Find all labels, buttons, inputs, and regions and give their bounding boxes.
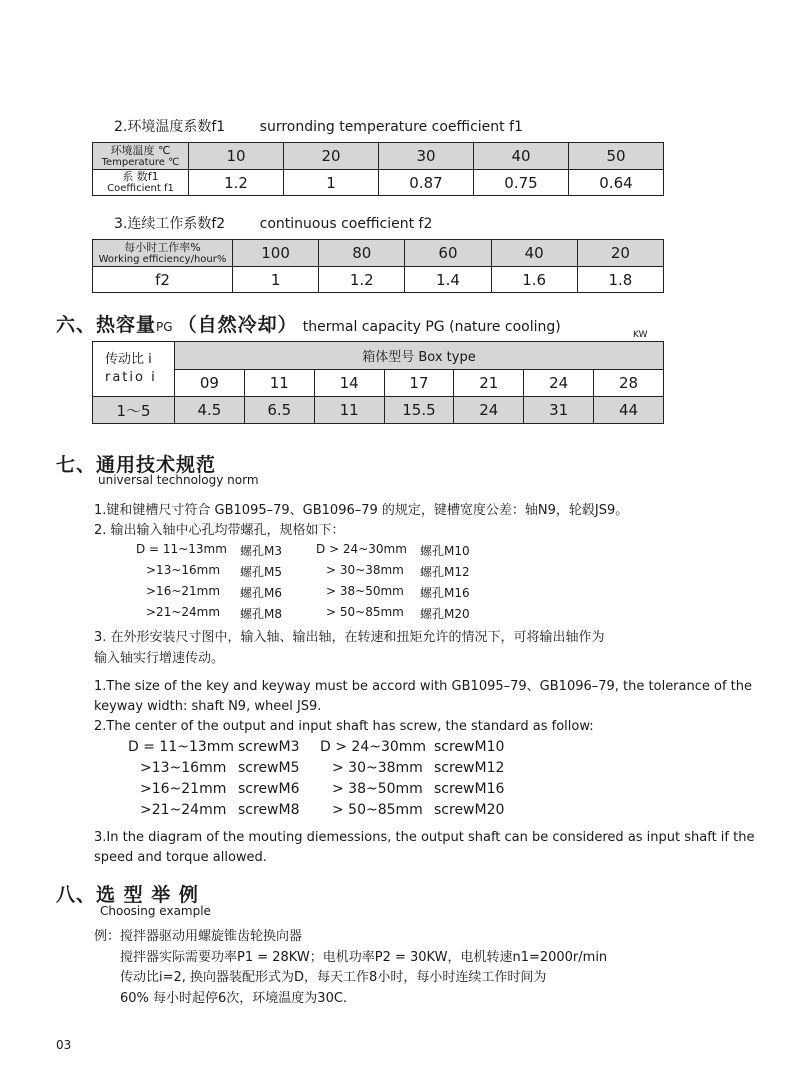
thermal-value-cell: 31 — [524, 397, 594, 424]
coefficient-header-en: Coefficient f1 — [107, 183, 174, 194]
screw-diameter: D = 11~13mm — [136, 542, 227, 556]
temperature-cell: 50 — [569, 143, 664, 170]
coefficient-cell: 1.2 — [189, 170, 284, 196]
section6-title-cn: 六、热容量 — [56, 314, 157, 336]
section7-paragraph-2-cn: 2. 输出输入轴中心孔均带螺孔，规格如下： — [94, 523, 345, 538]
section7-paragraph-1-en-line1: 1.The size of the key and keyway must be accord with GB1095–79、GB1096–79, the tolerance of the — [94, 679, 753, 694]
screw-spec: screwM20 — [434, 802, 505, 818]
screw-spec: 螺孔M8 — [240, 607, 282, 621]
box-type-cell: 17 — [384, 370, 454, 397]
working-rate-cell: 100 — [233, 240, 319, 267]
box-type-header-row — [93, 342, 664, 370]
screw-row-en — [0, 802, 794, 823]
screw-spec: 螺孔M6 — [240, 586, 282, 600]
screw-diameter: > 30~38mm — [326, 563, 404, 577]
box-type-cell: 21 — [454, 370, 524, 397]
temperature-cell: 40 — [474, 143, 569, 170]
f2-cell: 1 — [233, 267, 319, 293]
temperature-cell: 20 — [284, 143, 379, 170]
screw-diameter: >13~16mm — [140, 760, 227, 776]
section7-paragraph-3-cn-line1: 3. 在外形安装尺寸图中，输入轴、输出轴，在转速和扭矩允许的情况下，可将输出轴作为 — [94, 630, 605, 645]
screw-diameter: > 38~50mm — [326, 584, 404, 598]
screw-row-cn — [0, 584, 794, 605]
section6-title-paren: （自然冷却） — [177, 314, 298, 336]
example-line-1: 例：搅拌器驱动用螺旋锥齿轮换向器 — [94, 929, 303, 944]
f2-row — [93, 267, 664, 293]
working-rate-header-en: Working efficiency/hour% — [98, 253, 227, 265]
screw-row-en — [0, 781, 794, 802]
section2-title — [114, 116, 523, 136]
section3-title-cn: 3.连续工作系数f2 — [114, 216, 226, 232]
thermal-capacity-table — [92, 341, 664, 424]
coefficient-header — [93, 170, 189, 196]
screw-spec: screwM3 — [238, 739, 300, 755]
section2-title-en: surronding temperature coefficient f1 — [259, 119, 523, 135]
screw-spec: screwM6 — [238, 781, 300, 797]
screw-spec: screwM5 — [238, 760, 300, 776]
screw-row-en — [0, 739, 794, 760]
section3-title-en: continuous coefficient f2 — [259, 216, 433, 232]
f2-cell: 1.2 — [319, 267, 405, 293]
section2-title-cn: 2.环境温度系数f1 — [114, 119, 226, 135]
thermal-value-row — [93, 397, 664, 424]
coefficient-header-cn: 系 数f1 — [122, 170, 159, 183]
section7-title-en: universal technology norm — [98, 473, 259, 487]
screw-diameter: D > 24~30mm — [320, 739, 427, 755]
unit-label: KW — [633, 330, 648, 340]
working-rate-cell: 60 — [405, 240, 491, 267]
section6-title — [56, 310, 561, 337]
thermal-value-cell: 6.5 — [244, 397, 314, 424]
box-type-cell: 24 — [524, 370, 594, 397]
temperature-cell: 10 — [189, 143, 284, 170]
temperature-header-cn: 环境温度 ℃ — [110, 143, 171, 157]
section7-paragraph-3-cn-line2: 输入轴实行增速传动。 — [94, 651, 225, 666]
screw-spec: 螺孔M16 — [420, 586, 470, 600]
screw-spec: 螺孔M12 — [420, 565, 470, 579]
example-line-4: 60% 每小时起停6次，环境温度为30C. — [120, 991, 348, 1006]
screw-diameter: >21~24mm — [146, 605, 221, 619]
screw-spec: screwM8 — [238, 802, 300, 818]
coefficient-row — [93, 170, 664, 196]
coefficient-cell: 0.87 — [379, 170, 474, 196]
working-rate-cell: 80 — [319, 240, 405, 267]
box-type-row — [93, 370, 664, 397]
screw-table-en — [0, 739, 794, 823]
continuous-coefficient-table — [92, 239, 664, 293]
f2-cell: 1.4 — [405, 267, 491, 293]
section6-title-en: thermal capacity PG (nature cooling) — [302, 319, 561, 335]
working-rate-cell: 20 — [577, 240, 663, 267]
screw-diameter: > 30~38mm — [332, 760, 423, 776]
thermal-value-cell: 11 — [314, 397, 384, 424]
screw-diameter: >21~24mm — [140, 802, 227, 818]
section6-title-pg: PG — [156, 320, 173, 334]
screw-spec: 螺孔M5 — [240, 565, 282, 579]
f2-cell: 1.6 — [491, 267, 577, 293]
screw-row-cn — [0, 563, 794, 584]
example-line-2: 搅拌器实际需要功率P1 = 28KW；电机功率P2 = 30KW，电机转速n1=2000r/min — [120, 950, 608, 965]
screw-spec: screwM10 — [434, 739, 505, 755]
screw-row-en — [0, 760, 794, 781]
f2-header: f2 — [93, 267, 233, 293]
ratio-header-en: ratio i — [105, 370, 157, 385]
temperature-cell: 30 — [379, 143, 474, 170]
section7-title-cn: 七、通用技术规范 — [56, 454, 217, 476]
screw-spec: 螺孔M10 — [420, 544, 470, 558]
temperature-coefficient-table — [92, 142, 664, 196]
temperature-header — [93, 143, 189, 170]
working-rate-header-cn: 每小时工作率% — [124, 240, 201, 254]
screw-row-cn — [0, 605, 794, 626]
section7-paragraph-3-en-line2: speed and torque allowed. — [94, 850, 267, 865]
temperature-header-en: Temperature ℃ — [101, 156, 180, 168]
screw-row-cn — [0, 542, 794, 563]
thermal-value-cell: 4.5 — [175, 397, 245, 424]
screw-diameter: >16~21mm — [146, 584, 221, 598]
screw-diameter: > 50~85mm — [326, 605, 404, 619]
screw-diameter: > 50~85mm — [332, 802, 423, 818]
example-line-3: 传动比i=2, 换向器装配形式为D，每天工作8小时，每小时连续工作时间为 — [120, 970, 547, 985]
screw-diameter: >16~21mm — [140, 781, 227, 797]
thermal-value-cell: 24 — [454, 397, 524, 424]
section8-title-en: Choosing example — [100, 904, 211, 918]
box-type-cell: 11 — [244, 370, 314, 397]
coefficient-cell: 0.75 — [474, 170, 569, 196]
f2-cell: 1.8 — [577, 267, 663, 293]
box-type-header: 箱体型号 Box type — [175, 342, 664, 370]
coefficient-cell: 1 — [284, 170, 379, 196]
section3-title — [114, 213, 432, 233]
working-rate-row — [93, 240, 664, 267]
section8-title-cn: 八、选 型 举 例 — [56, 884, 199, 906]
screw-spec: screwM12 — [434, 760, 505, 776]
box-type-cell: 28 — [594, 370, 664, 397]
box-type-cell: 09 — [175, 370, 245, 397]
thermal-value-cell: 15.5 — [384, 397, 454, 424]
screw-table-cn — [0, 542, 794, 626]
box-type-cell: 14 — [314, 370, 384, 397]
screw-spec: 螺孔M3 — [240, 544, 282, 558]
screw-diameter: D = 11~13mm — [128, 739, 235, 755]
screw-diameter: >13~16mm — [146, 563, 221, 577]
section7-paragraph-2-en: 2.The center of the output and input shaft has screw, the standard as follow: — [94, 719, 594, 734]
ratio-header-cn: 传动比 i — [105, 352, 152, 367]
coefficient-cell: 0.64 — [569, 170, 664, 196]
ratio-header — [93, 342, 175, 397]
page-number: 03 — [56, 1038, 72, 1052]
screw-spec: 螺孔M20 — [420, 607, 470, 621]
working-rate-header — [93, 240, 233, 267]
section7-paragraph-1-en-line2: keyway width: shaft N9, wheel JS9. — [94, 699, 322, 714]
ratio-cell: 1～5 — [93, 397, 175, 424]
screw-spec: screwM16 — [434, 781, 505, 797]
screw-diameter: D > 24~30mm — [316, 542, 407, 556]
screw-diameter: > 38~50mm — [332, 781, 423, 797]
thermal-value-cell: 44 — [594, 397, 664, 424]
working-rate-cell: 40 — [491, 240, 577, 267]
temperature-row — [93, 143, 664, 170]
section7-paragraph-3-en-line1: 3.In the diagram of the mouting diemessions, the output shaft can be considered as input shaft if the — [94, 830, 755, 845]
section7-paragraph-1-cn: 1.键和键槽尺寸符合 GB1095–79、GB1096–79 的规定，键槽宽度公差：轴N9，轮毂JS9。 — [94, 503, 629, 518]
